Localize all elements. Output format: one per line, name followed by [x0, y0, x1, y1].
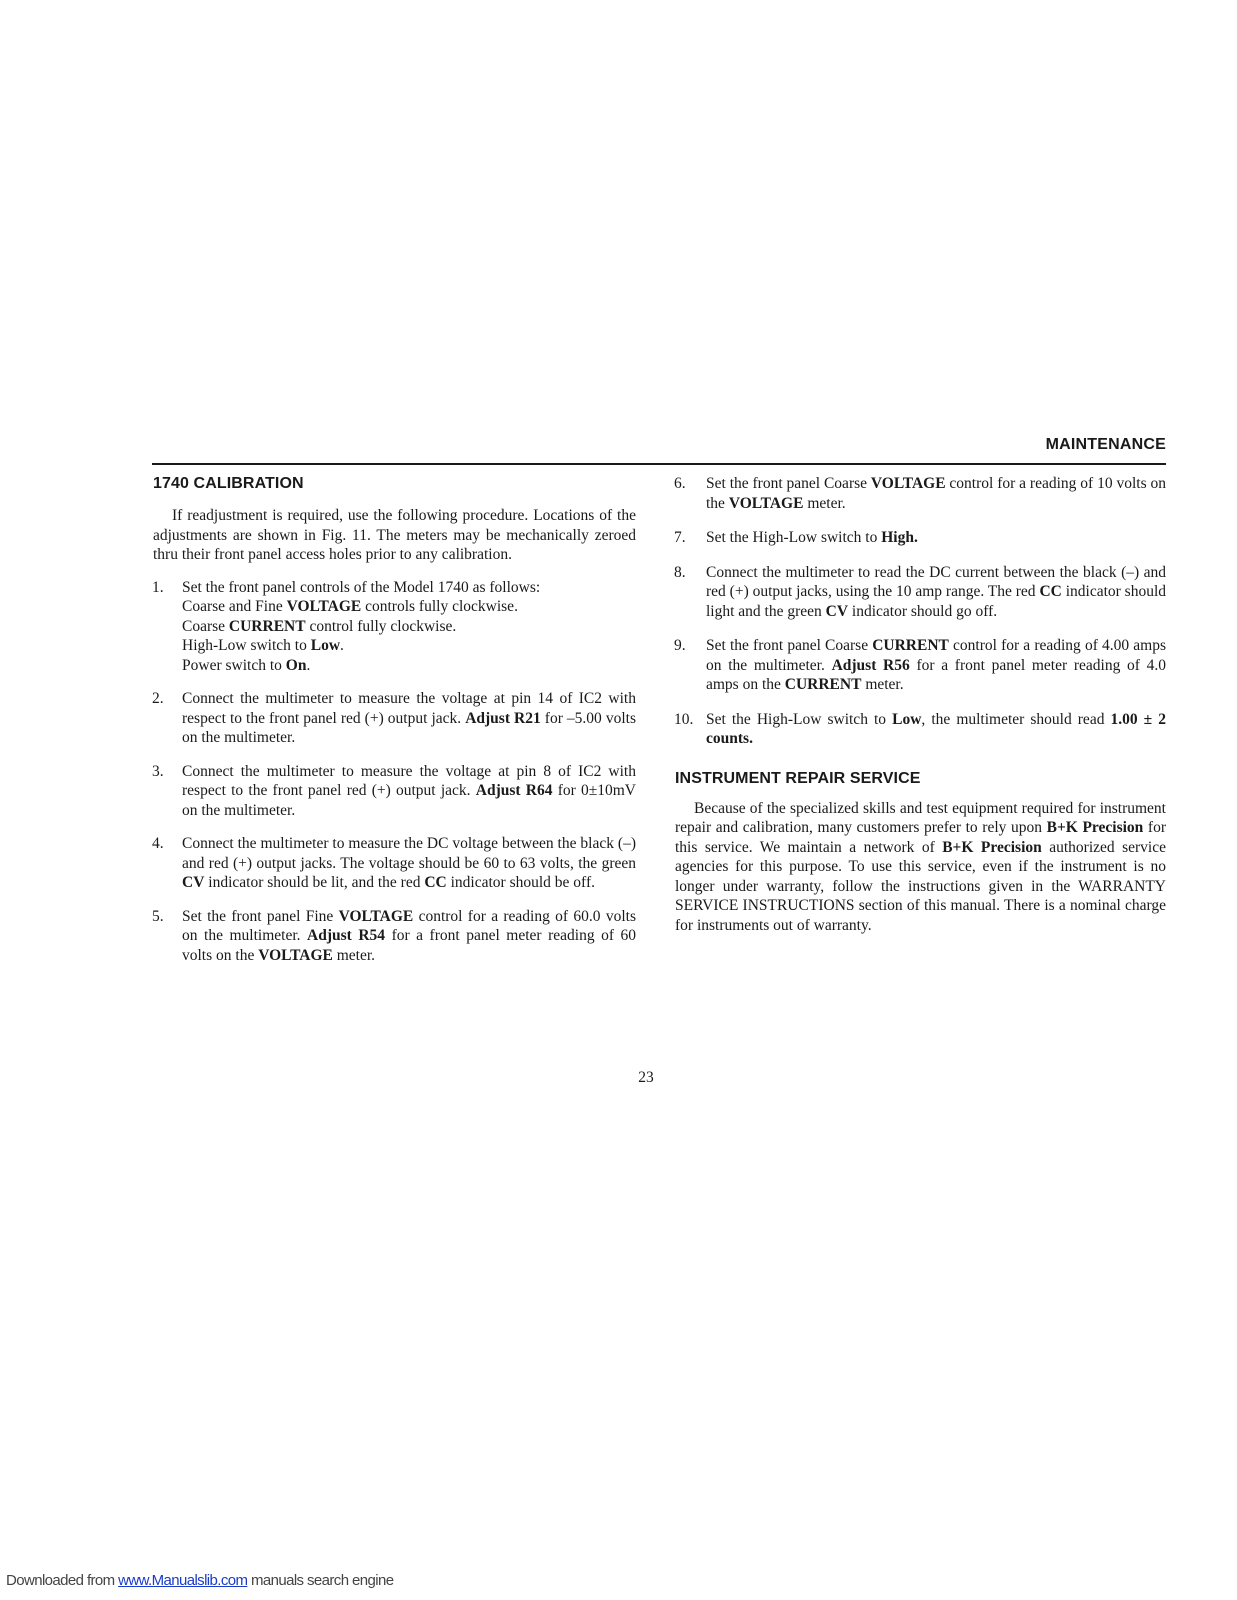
manualslib-link[interactable]: www.Manualslib.com [118, 1572, 248, 1589]
step-3: 3. Connect the multimeter to measure the voltage at pin 8 of IC2 with respect to the front panel red (+) output jack. Adjust R64 for 0±10mV on the multimeter. [152, 762, 636, 819]
step-number: 4. [152, 835, 164, 852]
step-8: 8. Connect the multimeter to read the DC current between the black (–) and red (+) output jacks, using the 10 amp range. The red CC indicator should light and the green CV indicator should go off. [674, 563, 1167, 620]
step-number: 6. [674, 475, 686, 492]
step-10: 10. Set the High-Low switch to Low, the multimeter should read 1.00 ± 2 counts. [674, 710, 1166, 747]
step-number: 8. [674, 563, 686, 581]
footer-suffix: manuals search engine [247, 1572, 394, 1589]
step-number: 3. [152, 762, 164, 780]
right-column [675, 474, 1166, 935]
step-6: 6. Set the front panel Coarse VOLTAGE control for a reading of 10 volts on the VOLTAGE meter. [674, 475, 1167, 512]
step-1-line-2: Coarse and Fine VOLTAGE controls fully clockwise. [182, 598, 518, 615]
step-4: 4. Connect the multimeter to measure the DC voltage between the black (–) and red (+) output jacks. The voltage should be 60 to 63 volts, the green CV indicator should be lit, and the red CC indicator should be off. [152, 835, 636, 891]
repair-paragraph: Because of the specialized skills and test equipment required for instrument repair and calibration, many customers prefer to rely upon B+K Precision for this service. We maintain a network of B+K Precision authorized service agencies for this purpose. To use this service, even if the instrument is no longer under warranty, follow the instructions given in the WARRANTY SERVICE INSTRUCTIONS section of this manual. There is a nominal charge for instruments out of warranty. [675, 799, 1166, 934]
footer-prefix: Downloaded from [6, 1572, 119, 1589]
left-column [153, 474, 636, 979]
step-1-line-1: Set the front panel controls of the Model 1740 as follows: [182, 578, 541, 596]
step-2: 2. Connect the multimeter to measure the voltage at pin 14 of IC2 with respect to the front panel red (+) output jack. Adjust R21 for –5.00 volts on the multimeter. [152, 690, 636, 746]
step-1-line-5: Power switch to On. [182, 656, 311, 674]
step-9: 9. Set the front panel Coarse CURRENT control for a reading of 4.00 amps on the multimeter. Adjust R56 for a front panel meter reading of 4.0 amps on the CURRENT meter. [674, 637, 1167, 693]
step-1-line-4: High-Low switch to Low. [182, 637, 344, 654]
page-number: 23 [638, 1069, 654, 1086]
repair-title: INSTRUMENT REPAIR SERVICE [675, 769, 921, 787]
step-1-line-3: Coarse CURRENT control fully clockwise. [182, 617, 457, 635]
download-footer [6, 1572, 393, 1589]
header-divider [152, 463, 1166, 465]
step-number: 2. [152, 690, 164, 707]
calibration-title: 1740 CALIBRATION [153, 475, 304, 492]
step-7: 7. Set the High-Low switch to High. [674, 529, 918, 546]
step-number: 5. [152, 907, 164, 925]
calibration-steps-right [675, 474, 1166, 749]
step-number: 7. [674, 529, 686, 546]
step-number: 9. [674, 637, 686, 654]
step-5: 5. Set the front panel Fine VOLTAGE control for a reading of 60.0 volts on the multimeter. Adjust R54 for a front panel meter reading of 60 volts on the VOLTAGE meter. [152, 907, 637, 964]
calibration-intro: If readjustment is required, use the following procedure. Locations of the adjustments are shown in Fig. 11. The meters may be mechanically zeroed thru their front panel access holes prior to any calibration. [153, 507, 636, 563]
step-1 [153, 578, 636, 676]
step-number: 10. [674, 710, 694, 728]
calibration-steps-left [153, 578, 636, 966]
section-header: MAINTENANCE [1045, 436, 1166, 453]
step-number: 1. [152, 578, 164, 596]
